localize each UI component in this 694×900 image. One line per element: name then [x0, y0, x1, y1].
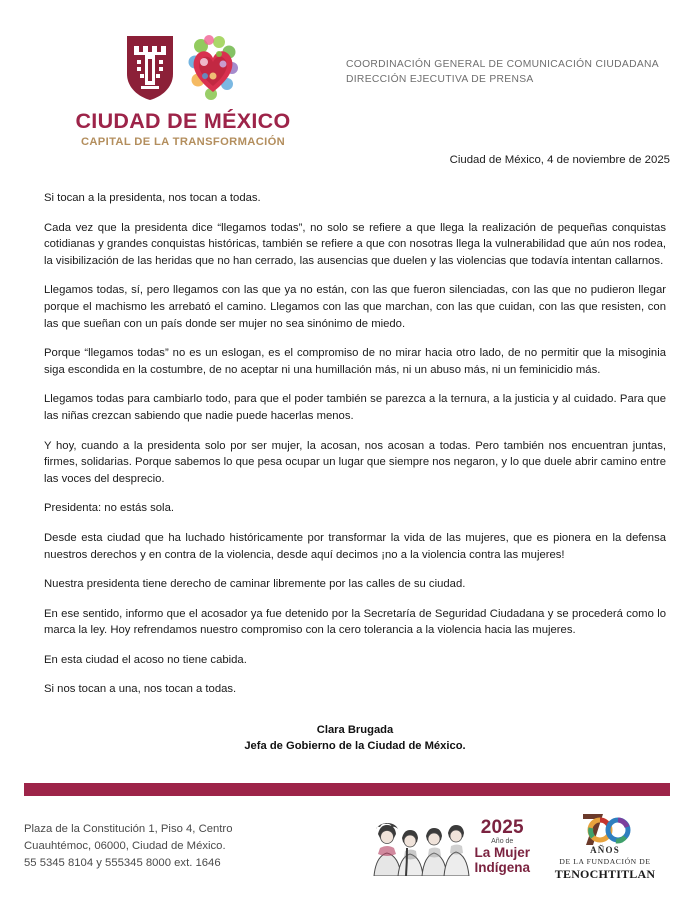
paragraph: Y hoy, cuando a la presidenta solo por ser mujer, la acosan, nos acosan a todas. Pero también nos encuentran juntas, firmes, solidarias. Porque sabemos lo que pesa ocupar un lugar que siempre nos negaron, y lo que duele abrir camino entre las voces del desprecio. [44, 439, 666, 485]
cdmx-brand-block [24, 30, 324, 148]
seven-hundred-years-glyph [573, 811, 637, 847]
tenochtitlan-logo [546, 811, 664, 882]
footer-accent-bar [24, 783, 670, 796]
department-header [324, 30, 670, 87]
document-footer [0, 783, 694, 900]
address-phone-line: 55 5345 8104 y 555345 8000 ext. 1646 [24, 857, 221, 870]
paragraph: Cada vez que la presidenta dice “llegamos todas”, no solo se refiere a que llega la realización de pequeñas conquistas cotidianas y grandes conquistas históricas, también se refiere a que con nosotras llega la vulnerabilidad que aún nos rodea, la visibilización de las heridas que no han cerrado, las ausencias que duelen y las violencias que todavía intentan callarnos. [44, 221, 666, 267]
tenochtitlan-de-la-fundacion: DE LA FUNDACIÓN DE [559, 857, 651, 866]
paragraph: En ese sentido, informo que el acosador ya fue detenido por la Secretaría de Seguridad Ciudadana y se procederá como lo marca la ley. Hoy refrendamos nuestro compromiso con la cero tolerancia a la violencia hacia las mujeres. [44, 607, 666, 637]
letter-body [0, 166, 694, 783]
footer-content [24, 811, 670, 882]
tenochtitlan-name: TENOCHTITLAN [554, 867, 656, 881]
paragraph: Llegamos todas para cambiarlo todo, para que el poder también se parezca a la ternura, a la justicia y al cuidado. Para que las niñas crezcan sabiendo que nadie puede hacerlas menos. [44, 393, 666, 422]
address-line-2: Cuauhtémoc, 06000, Ciudad de México. [24, 839, 226, 852]
date-line: Ciudad de México, 4 de noviembre de 2025 [449, 154, 670, 166]
paragraph: Llegamos todas, sí, pero llegamos con las que ya no están, con las que fueron silenciadas, con las que no pudieron llegar porque el machismo les arrebató el camino. Llegamos con las que marchan, con las que cuidan, con las que resisten, con las que sueñan con un país donde ser mujer no sea sinónimo de miedo. [44, 284, 666, 330]
logo-ano-de: Año de [491, 837, 514, 845]
paragraph: Porque “llegamos todas” no es un eslogan, es el compromiso de no mirar hacia otro lado, de no permitir que la misoginia siga escondida en la costumbre, de no aceptar ni una humillación más, ni un abuso más, ni un feminicidio más. [44, 347, 666, 376]
paragraph: Nuestra presidenta tiene derecho de caminar libremente por las calles de su ciudad. [44, 578, 466, 591]
indigenous-women-illustration [370, 818, 470, 876]
paragraph: Si tocan a la presidenta, nos tocan a todas. [44, 192, 261, 204]
department-line-1: COORDINACIÓN GENERAL DE COMUNICACIÓN CIUDADANA [346, 59, 659, 70]
paragraph: Presidenta: no estás sola. [44, 502, 174, 515]
logo-line-2: Indígena [474, 859, 530, 875]
office-address [24, 821, 232, 872]
cdmx-shield-emblem [125, 34, 175, 102]
logo-line-1: La Mujer [474, 844, 530, 860]
paragraph: Si nos tocan a una, nos tocan a todas. [44, 683, 237, 696]
mujer-indigena-logo [370, 818, 530, 876]
logo-year: 2025 [480, 816, 524, 838]
footer-logo-group [370, 811, 670, 882]
document-header [0, 0, 694, 148]
signature-block [44, 722, 666, 754]
mujer-indigena-text [474, 818, 530, 875]
brand-subtitle: CAPITAL DE LA TRANSFORMACIÓN [80, 136, 286, 148]
signature-name: Clara Brugada [316, 724, 394, 737]
floral-heart-emblem [185, 32, 241, 102]
paragraph: Desde esta ciudad que ha luchado históricamente por transformar la vida de las mujeres, que es pionera en la defensa nuestros derechos y en contra de la violencia, desde aquí decimos ¡no a la violencia contra las mujeres! [44, 531, 666, 561]
tenochtitlan-anos: AÑOS [590, 845, 620, 855]
brand-title: CIUDAD DE MÉXICO [75, 109, 291, 133]
address-line-1: Plaza de la Constitución 1, Piso 4, Centro [24, 822, 233, 835]
department-line-2: DIRECCIÓN EJECUTIVA DE PRENSA [346, 73, 534, 85]
paragraph: En esta ciudad el acoso no tiene cabida. [44, 653, 247, 666]
signature-title: Jefa de Gobierno de la Ciudad de México. [244, 740, 466, 753]
emblem-group [125, 30, 241, 102]
